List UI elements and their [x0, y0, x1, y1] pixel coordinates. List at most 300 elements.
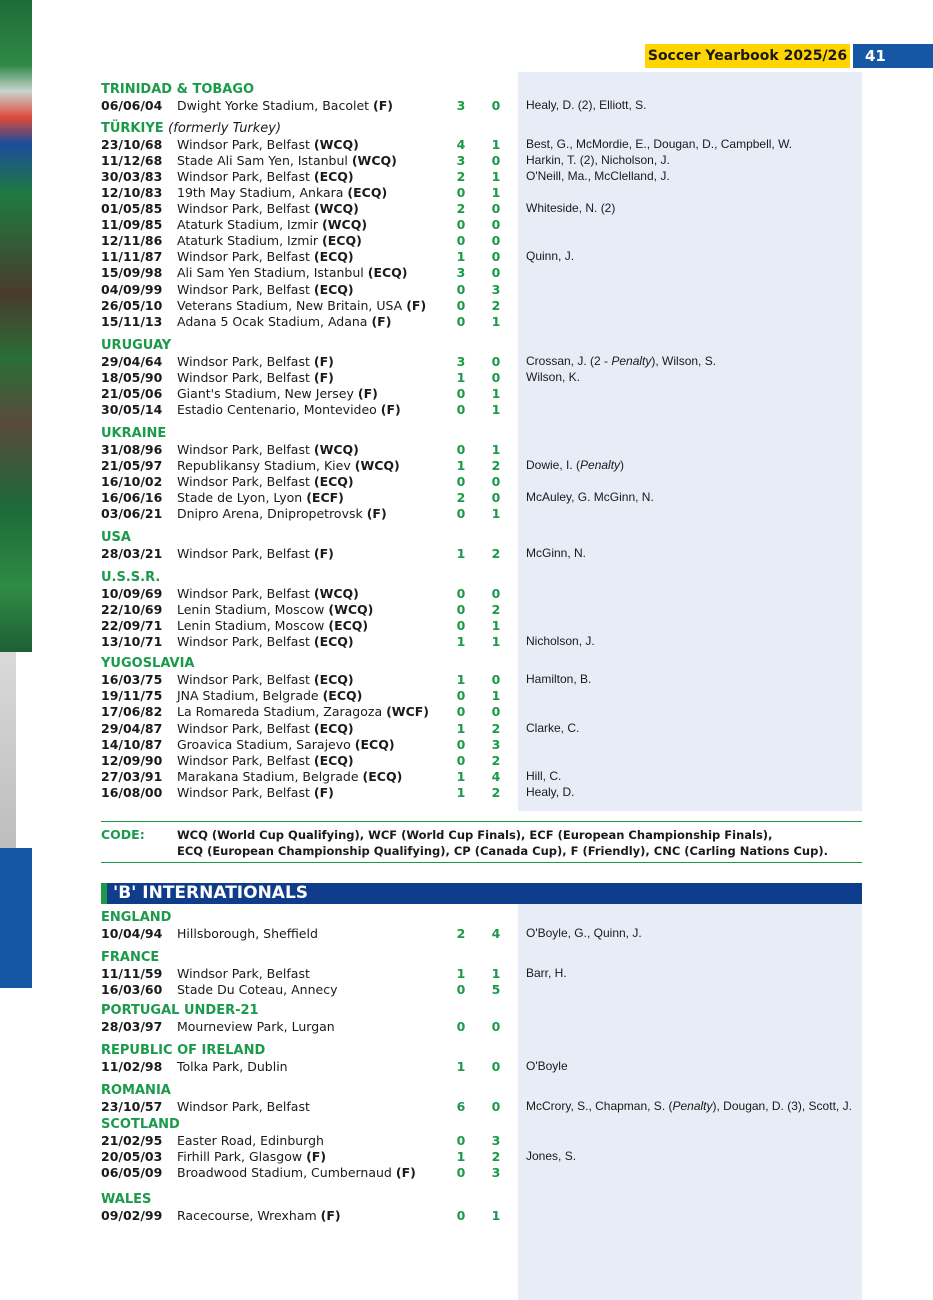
- score-against: 0: [491, 1099, 501, 1115]
- competition-code: (ECQ): [354, 736, 395, 752]
- score-against: 1: [491, 185, 501, 201]
- score-for: 3: [456, 153, 466, 169]
- match-venue: [177, 704, 429, 719]
- competition-code: (F): [313, 784, 334, 800]
- score-for: 1: [456, 457, 466, 473]
- match-row: [0, 402, 933, 418]
- match-venue: [177, 282, 354, 297]
- score-for: 0: [456, 1208, 466, 1224]
- venue-name: Windsor Park, Belfast: [177, 473, 310, 489]
- code-label: CODE:: [101, 827, 145, 842]
- competition-code: (ECQ): [313, 281, 354, 297]
- score-for: 0: [456, 441, 466, 457]
- score-against: 1: [491, 169, 501, 185]
- score-against: 3: [491, 281, 501, 297]
- team-heading: YUGOSLAVIA: [101, 656, 195, 672]
- competition-code: (ECF): [306, 490, 344, 505]
- match-venue: [177, 201, 359, 216]
- match-row: [0, 785, 933, 801]
- competition-code: (WCQ): [354, 457, 400, 473]
- score-for: 0: [456, 1133, 466, 1149]
- goal-scorers: O'Boyle: [526, 1059, 568, 1074]
- venue-name: Estadio Centenario, Montevideo: [177, 401, 377, 417]
- score-for: 1: [456, 634, 466, 650]
- score-against: 5: [491, 982, 501, 998]
- venue-name: Groavica Stadium, Sarajevo: [177, 736, 351, 752]
- score-against: 1: [491, 634, 501, 650]
- competition-code: (WCQ): [328, 602, 374, 618]
- goal-scorers: Clarke, C.: [526, 720, 580, 735]
- match-row: [0, 926, 933, 942]
- team-heading: ROMANIA: [101, 1083, 171, 1099]
- score-against: 3: [491, 1133, 501, 1149]
- match-row: [0, 137, 933, 153]
- competition-code: (ECQ): [313, 169, 354, 185]
- goal-scorers: Jones, S.: [526, 1149, 577, 1164]
- match-row: [0, 249, 933, 265]
- match-venue: [177, 966, 310, 981]
- match-date: 11/09/85: [101, 217, 163, 233]
- score-against: 1: [491, 688, 501, 704]
- team-heading: UKRAINE: [101, 425, 167, 441]
- match-row: [0, 769, 933, 785]
- competition-code: (F): [357, 385, 378, 401]
- venue-name: Windsor Park, Belfast: [177, 137, 310, 153]
- competition-code: (F): [313, 353, 334, 369]
- match-date: 06/06/04: [101, 98, 163, 113]
- venue-name: Tolka Park, Dublin: [177, 1059, 288, 1075]
- match-date: 28/03/21: [101, 546, 163, 562]
- score-against: 1: [491, 441, 501, 457]
- match-row: [0, 201, 933, 217]
- match-row: [0, 1019, 933, 1035]
- match-date: 10/09/69: [101, 586, 163, 602]
- venue-name: Adana 5 Ocak Stadium, Adana: [177, 313, 368, 329]
- score-for: 1: [456, 546, 466, 562]
- competition-code: (F): [366, 506, 387, 522]
- competition-code: (F): [320, 1208, 341, 1224]
- score-against: 0: [491, 265, 501, 281]
- goal-scorers: McGinn, N.: [526, 546, 587, 561]
- match-date: 16/03/60: [101, 982, 163, 998]
- match-row: [0, 506, 933, 522]
- venue-name: Windsor Park, Belfast: [177, 586, 310, 602]
- venue-name: JNA Stadium, Belgrade: [177, 688, 319, 704]
- score-against: 4: [491, 768, 501, 784]
- match-row: [0, 1208, 933, 1224]
- score-against: 0: [491, 353, 501, 369]
- score-for: 1: [456, 1149, 466, 1165]
- goal-scorers: Harkin, T. (2), Nicholson, J.: [526, 153, 670, 168]
- score-for: 0: [456, 688, 466, 704]
- competition-code: (F): [406, 297, 427, 313]
- match-row: [0, 982, 933, 998]
- competition-code: (WCQ): [351, 153, 397, 169]
- match-row: [0, 634, 933, 650]
- match-venue: [177, 354, 334, 369]
- match-row: [0, 442, 933, 458]
- score-against: 1: [491, 313, 501, 329]
- score-for: 1: [456, 720, 466, 736]
- match-date: 16/10/02: [101, 473, 163, 489]
- match-row: [0, 217, 933, 233]
- match-venue: [177, 169, 354, 184]
- match-row: [0, 737, 933, 753]
- match-venue: [177, 618, 368, 633]
- venue-name: Veterans Stadium, New Britain, USA: [177, 297, 403, 313]
- match-date: 16/03/75: [101, 672, 163, 688]
- score-for: 3: [456, 265, 466, 281]
- goal-scorers: O'Boyle, G., Quinn, J.: [526, 926, 642, 940]
- match-date: 29/04/87: [101, 720, 163, 736]
- goal-scorers: Wilson, K.: [526, 369, 581, 384]
- heading-accent: [101, 883, 107, 904]
- match-row: [0, 1099, 933, 1115]
- competition-code: (WCQ): [313, 201, 359, 217]
- score-for: 0: [456, 473, 466, 489]
- match-date: 21/02/95: [101, 1133, 163, 1149]
- score-against: 0: [491, 704, 501, 720]
- competition-code: (ECQ): [313, 752, 354, 768]
- competition-code: (ECQ): [313, 249, 354, 265]
- score-for: 0: [456, 217, 466, 233]
- score-for: 1: [456, 369, 466, 385]
- venue-name: Hillsborough, Sheffield: [177, 926, 318, 941]
- venue-name: Windsor Park, Belfast: [177, 369, 310, 385]
- venue-name: Giant's Stadium, New Jersey: [177, 385, 354, 401]
- score-for: 0: [456, 752, 466, 768]
- score-against: 1: [491, 618, 501, 634]
- match-row: [0, 185, 933, 201]
- score-against: 1: [491, 506, 501, 522]
- goal-scorers: Best, G., McMordie, E., Dougan, D., Campbell, W.: [526, 137, 793, 152]
- score-for: 0: [456, 618, 466, 634]
- match-row: [0, 1149, 933, 1165]
- match-date: 12/11/86: [101, 233, 163, 249]
- match-row: [0, 546, 933, 562]
- match-date: 13/10/71: [101, 634, 163, 650]
- venue-name: Ataturk Stadium, Izmir: [177, 217, 319, 233]
- score-against: 0: [491, 98, 501, 113]
- match-venue: [177, 370, 334, 385]
- match-venue: [177, 1208, 341, 1223]
- match-row: [0, 1133, 933, 1149]
- score-for: 0: [456, 313, 466, 329]
- match-venue: [177, 137, 359, 152]
- venue-name: Windsor Park, Belfast: [177, 720, 310, 736]
- score-for: 1: [456, 249, 466, 265]
- match-date: 26/05/10: [101, 297, 163, 313]
- match-venue: [177, 386, 378, 401]
- score-against: 1: [491, 966, 501, 982]
- venue-name: Stade Ali Sam Yen, Istanbul: [177, 153, 348, 169]
- venue-name: Windsor Park, Belfast: [177, 249, 310, 265]
- score-for: 0: [456, 281, 466, 297]
- competition-code: (ECQ): [313, 634, 354, 650]
- venue-name: Dnipro Arena, Dnipropetrovsk: [177, 506, 363, 522]
- b-internationals-heading: 'B' INTERNATIONALS: [101, 883, 862, 904]
- match-row: [0, 704, 933, 720]
- match-venue: [177, 233, 362, 248]
- match-date: 28/03/97: [101, 1019, 163, 1035]
- match-date: 15/09/98: [101, 265, 163, 281]
- match-date: 21/05/06: [101, 385, 163, 401]
- competition-code: (F): [313, 546, 334, 562]
- venue-name: Easter Road, Edinburgh: [177, 1133, 324, 1149]
- competition-code: (ECQ): [362, 768, 403, 784]
- score-against: 0: [491, 473, 501, 489]
- match-date: 27/03/91: [101, 768, 163, 784]
- match-venue: [177, 506, 387, 521]
- goal-scorers: Barr, H.: [526, 966, 567, 981]
- match-venue: [177, 785, 334, 800]
- match-date: 16/06/16: [101, 490, 163, 505]
- match-date: 17/06/82: [101, 704, 163, 720]
- match-date: 30/03/83: [101, 169, 163, 185]
- match-venue: [177, 602, 373, 617]
- match-row: [0, 153, 933, 169]
- match-venue: [177, 1019, 335, 1034]
- venue-name: La Romareda Stadium, Zaragoza: [177, 704, 383, 720]
- match-date: 11/12/68: [101, 153, 163, 169]
- score-against: 1: [491, 385, 501, 401]
- competition-code: (ECQ): [367, 265, 408, 281]
- match-row: [0, 586, 933, 602]
- match-date: 22/09/71: [101, 618, 163, 634]
- score-for: 0: [456, 297, 466, 313]
- score-against: 0: [491, 201, 501, 217]
- match-date: 14/10/87: [101, 736, 163, 752]
- match-row: [0, 354, 933, 370]
- match-venue: [177, 1133, 324, 1148]
- match-row: [0, 1059, 933, 1075]
- score-for: 0: [456, 233, 466, 249]
- score-against: 1: [491, 1208, 501, 1224]
- score-against: 2: [491, 297, 501, 313]
- competition-code: (WCQ): [322, 217, 368, 233]
- venue-name: Ali Sam Yen Stadium, Istanbul: [177, 265, 364, 281]
- goal-scorers: Crossan, J. (2 - Penalty), Wilson, S.: [526, 353, 717, 368]
- match-date: 12/09/90: [101, 752, 163, 768]
- match-venue: [177, 672, 354, 687]
- match-date: 16/08/00: [101, 784, 163, 800]
- match-venue: [177, 1099, 310, 1114]
- competition-code: (ECQ): [313, 720, 354, 736]
- team-heading: URUGUAY: [101, 337, 172, 353]
- match-venue: [177, 1059, 288, 1074]
- match-venue: [177, 474, 354, 489]
- match-venue: [177, 721, 354, 736]
- competition-code: (WCQ): [313, 137, 359, 153]
- match-date: 23/10/57: [101, 1099, 163, 1115]
- match-date: 11/11/87: [101, 249, 163, 265]
- score-for: 0: [456, 586, 466, 602]
- score-against: 4: [491, 926, 501, 941]
- match-row: [0, 298, 933, 314]
- score-against: 2: [491, 784, 501, 800]
- match-venue: [177, 753, 354, 768]
- venue-name: 19th May Stadium, Ankara: [177, 185, 344, 201]
- goal-scorers: Healy, D. (2), Elliott, S.: [526, 98, 647, 112]
- match-row: [0, 602, 933, 618]
- competition-code: (ECQ): [347, 185, 388, 201]
- venue-name: Windsor Park, Belfast: [177, 634, 310, 650]
- venue-name: Windsor Park, Belfast: [177, 281, 310, 297]
- match-row: [0, 490, 933, 506]
- match-row: [0, 370, 933, 386]
- match-date: 04/09/99: [101, 281, 163, 297]
- score-for: 1: [456, 1059, 466, 1075]
- match-venue: [177, 769, 402, 784]
- goal-scorers: Nicholson, J.: [526, 634, 595, 649]
- match-row: [0, 474, 933, 490]
- score-for: 3: [456, 98, 466, 113]
- venue-name: Marakana Stadium, Belgrade: [177, 768, 359, 784]
- goal-scorers: McCrory, S., Chapman, S. (Penalty), Dougan, D. (3), Scott, J.: [526, 1099, 852, 1114]
- goal-scorers: Quinn, J.: [526, 249, 575, 264]
- score-for: 0: [456, 401, 466, 417]
- venue-name: Ataturk Stadium, Izmir: [177, 233, 319, 249]
- competition-code: (F): [313, 369, 334, 385]
- venue-name: Windsor Park, Belfast: [177, 169, 310, 185]
- venue-name: Windsor Park, Belfast: [177, 353, 310, 369]
- score-against: 0: [491, 586, 501, 602]
- match-date: 01/05/85: [101, 201, 163, 217]
- score-for: 0: [456, 506, 466, 522]
- match-venue: [177, 634, 354, 649]
- match-date: 18/05/90: [101, 369, 163, 385]
- score-against: 0: [491, 153, 501, 169]
- match-venue: [177, 546, 334, 561]
- match-venue: [177, 458, 400, 473]
- competition-code: (WCQ): [313, 586, 359, 602]
- score-for: 2: [456, 169, 466, 185]
- score-against: 0: [491, 1059, 501, 1075]
- goal-scorers: McAuley, G. McGinn, N.: [526, 490, 654, 504]
- goal-scorers: O'Neill, Ma., McClelland, J.: [526, 169, 670, 184]
- match-row: [0, 386, 933, 402]
- match-row: [0, 618, 933, 634]
- team-heading: TÜRKIYE (formerly Turkey): [101, 121, 282, 137]
- venue-name: Windsor Park, Belfast: [177, 546, 310, 562]
- competition-code: (F): [380, 401, 401, 417]
- score-for: 0: [456, 1165, 466, 1181]
- match-date: 22/10/69: [101, 602, 163, 618]
- team-heading: USA: [101, 530, 131, 546]
- score-against: 0: [491, 490, 501, 505]
- competition-code: (ECQ): [322, 233, 362, 249]
- competition-code: (WCQ): [313, 441, 359, 457]
- match-venue: [177, 185, 387, 200]
- match-venue: [177, 982, 337, 997]
- match-venue: [177, 926, 318, 941]
- score-against: 0: [491, 672, 501, 688]
- match-row: [0, 314, 933, 330]
- goal-scorers: Dowie, I. (Penalty): [526, 457, 625, 472]
- match-venue: [177, 98, 393, 113]
- venue-name: Stade de Lyon, Lyon: [177, 490, 303, 505]
- venue-name: Dwight Yorke Stadium, Bacolet: [177, 98, 370, 113]
- team-heading: U.S.S.R.: [101, 570, 161, 586]
- goal-scorers: Healy, D.: [526, 784, 575, 799]
- team-heading: ENGLAND: [101, 910, 172, 925]
- match-venue: [177, 217, 367, 232]
- match-row: [0, 966, 933, 982]
- score-for: 6: [456, 1099, 466, 1115]
- competition-code: (ECQ): [313, 473, 354, 489]
- page-number: 41: [853, 44, 933, 68]
- team-heading: WALES: [101, 1192, 152, 1208]
- venue-name: Windsor Park, Belfast: [177, 784, 310, 800]
- match-date: 10/04/94: [101, 926, 163, 941]
- match-date: 09/02/99: [101, 1208, 163, 1224]
- score-for: 0: [456, 185, 466, 201]
- score-for: 4: [456, 137, 466, 153]
- match-date: 23/10/68: [101, 137, 163, 153]
- code-line-1: WCQ (World Cup Qualifying), WCF (World Cup Finals), ECF (European Championship Finals),: [177, 828, 773, 842]
- team-heading: REPUBLIC OF IRELAND: [101, 1043, 266, 1059]
- code-rule-top: [101, 821, 862, 822]
- competition-code: (F): [371, 313, 392, 329]
- score-against: 0: [491, 369, 501, 385]
- competition-code: (ECQ): [328, 618, 369, 634]
- score-for: 0: [456, 602, 466, 618]
- venue-name: Windsor Park, Belfast: [177, 966, 310, 982]
- score-against: 1: [491, 137, 501, 153]
- score-for: 2: [456, 926, 466, 941]
- match-row: [0, 753, 933, 769]
- match-date: 03/06/21: [101, 506, 163, 522]
- venue-name: Windsor Park, Belfast: [177, 752, 310, 768]
- match-row: [0, 688, 933, 704]
- score-against: 2: [491, 1149, 501, 1165]
- score-against: 2: [491, 602, 501, 618]
- score-against: 2: [491, 457, 501, 473]
- competition-code: (F): [306, 1149, 327, 1165]
- competition-code: (ECQ): [313, 672, 354, 688]
- match-date: 31/08/96: [101, 441, 163, 457]
- venue-name: Lenin Stadium, Moscow: [177, 618, 325, 634]
- score-against: 0: [491, 1019, 501, 1035]
- score-for: 0: [456, 736, 466, 752]
- match-date: 12/10/83: [101, 185, 163, 201]
- competition-code: (F): [395, 1165, 416, 1181]
- match-row: [0, 169, 933, 185]
- match-date: 11/11/59: [101, 966, 163, 982]
- score-against: 3: [491, 736, 501, 752]
- score-for: 0: [456, 385, 466, 401]
- match-venue: [177, 298, 426, 313]
- match-venue: [177, 586, 359, 601]
- match-row: [0, 265, 933, 281]
- match-row: [0, 98, 933, 114]
- venue-name: Windsor Park, Belfast: [177, 201, 310, 217]
- match-row: [0, 233, 933, 249]
- venue-name: Broadwood Stadium, Cumbernaud: [177, 1165, 392, 1181]
- score-for: 0: [456, 982, 466, 998]
- match-date: 20/05/03: [101, 1149, 163, 1165]
- venue-name: Republikansy Stadium, Kiev: [177, 457, 351, 473]
- match-date: 29/04/64: [101, 353, 163, 369]
- goal-scorers: Whiteside, N. (2): [526, 201, 616, 216]
- score-for: 3: [456, 353, 466, 369]
- goal-scorers: Hamilton, B.: [526, 672, 592, 687]
- match-venue: [177, 402, 401, 417]
- match-venue: [177, 153, 397, 168]
- match-venue: [177, 490, 344, 505]
- competition-code: (WCF): [386, 704, 430, 720]
- score-for: 0: [456, 1019, 466, 1035]
